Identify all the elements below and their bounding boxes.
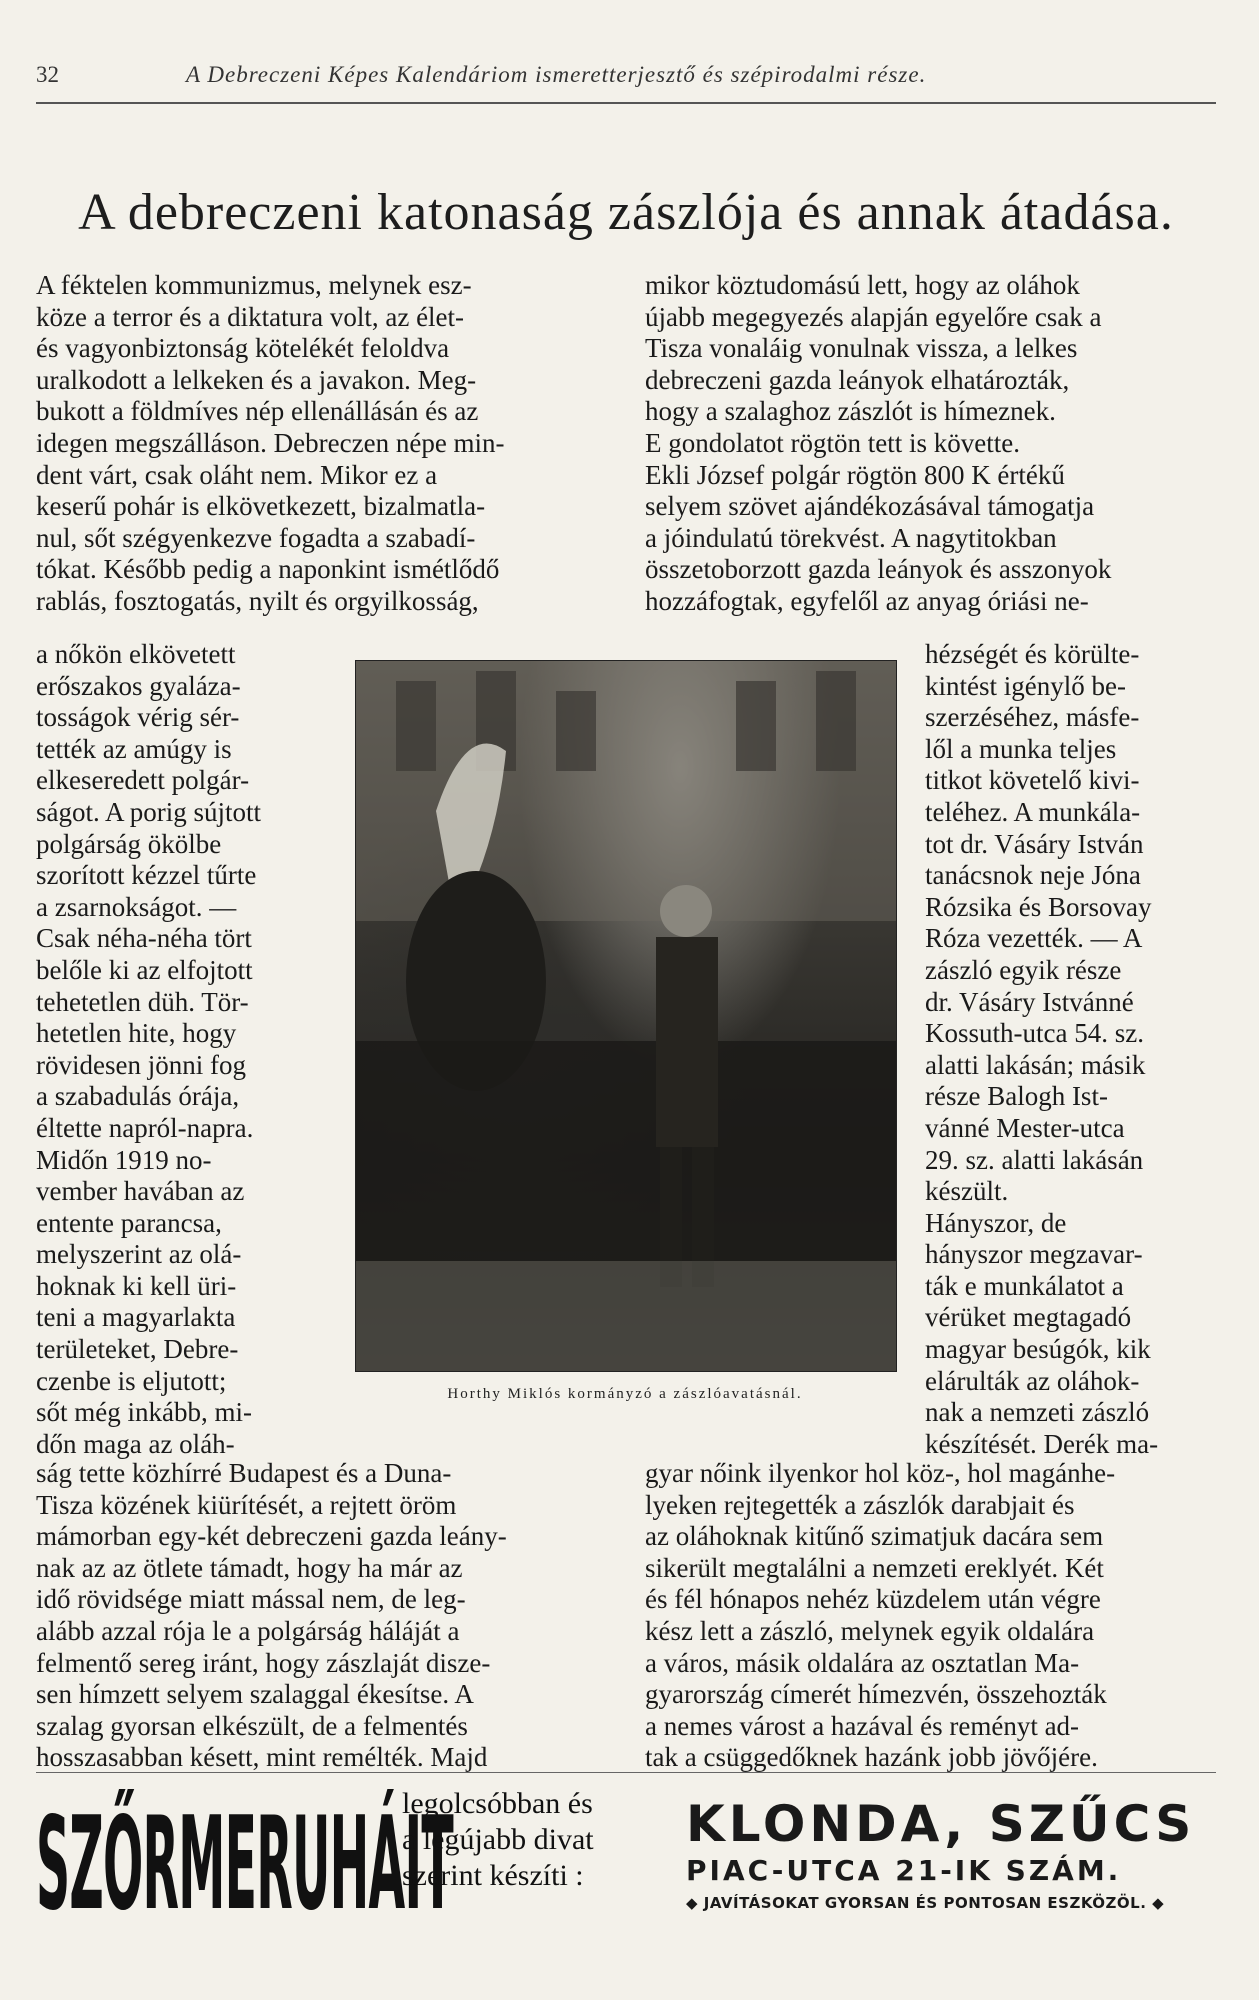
text-line: éltette napról-napra.: [36, 1112, 254, 1143]
text-line: Hányszor, de: [925, 1207, 1067, 1238]
text-line: elárulták az oláhok-: [925, 1365, 1140, 1396]
text-line: Midőn 1919 no-: [36, 1144, 212, 1175]
advert-middle-text: [402, 1786, 682, 1894]
left-column-top: [36, 270, 616, 618]
text-line: a város, másik oldalára az osztatlan Ma-: [645, 1647, 1080, 1678]
text-line: vérüket megtagadó: [925, 1302, 1132, 1333]
text-line: köze a terror és a diktatura volt, az élet-: [36, 301, 465, 332]
text-line: vánné Mester-utca: [925, 1112, 1125, 1143]
text-line: melyszerint az olá-: [36, 1239, 242, 1270]
text-line: hozzáfogtak, egyfelől az anyag óriási ne-: [645, 585, 1089, 616]
text-line: hogy a szalaghoz zászlót is hímeznek.: [645, 396, 1056, 427]
text-line: E gondolatot rögtön tett is követte.: [645, 427, 1020, 458]
text-line: debreczeni gazda leányok elhatározták,: [645, 364, 1070, 395]
text-line: készítését. Derék ma-: [925, 1428, 1159, 1459]
text-line: dr. Vásáry Istvánné: [925, 986, 1134, 1017]
text-line: a nőkön elkövetett: [36, 639, 236, 669]
text-line: A féktelen kommunizmus, melynek esz-: [36, 270, 472, 300]
header-rule: [36, 102, 1216, 104]
text-line: belőle ki az elfojtott: [36, 954, 253, 985]
text-line: része Balogh Ist-: [925, 1081, 1108, 1112]
advert-middle-line: legolcsóbban és: [402, 1787, 593, 1820]
text-line: szerzéséhez, másfe-: [925, 702, 1140, 733]
text-line: lyeken rejtegették a zászlók darabjait és: [645, 1489, 1075, 1520]
text-line: sikerült megtalálni a nemzeti ereklyét. Két: [645, 1552, 1104, 1583]
text-line: tehetetlen düh. Tör-: [36, 986, 249, 1017]
text-line: felmentő sereg iránt, hogy zászlaját disze-: [36, 1647, 491, 1678]
text-line: mámorban egy-két debreczeni gazda leány-: [36, 1521, 507, 1552]
text-line: az oláhoknak kitűnő szimatjuk dacára sem: [645, 1521, 1104, 1552]
text-line: és fél hónapos nehéz küzdelem után végre: [645, 1584, 1101, 1615]
text-line: kész lett a zászló, melynek egyik oldalára: [645, 1615, 1095, 1646]
advert-middle-line: a legújabb divat: [402, 1823, 594, 1856]
text-line: a jóindulatú törekvést. A nagytitokban: [645, 522, 1057, 553]
text-line: Kossuth-utca 54. sz.: [925, 1018, 1144, 1049]
running-title: A Debreczeni Képes Kalendáriom ismeretterjesztő és szépirodalmi része.: [186, 62, 927, 87]
left-column-narrow: [36, 639, 348, 1460]
advert-repairs: ◆ JAVÍTÁSOKAT GYORSAN ÉS PONTOSAN ESZKÖZÖL. ◆: [686, 1894, 1165, 1912]
text-line: tanácsnok neje Jóna: [925, 860, 1141, 891]
text-line: a szabadulás órája,: [36, 1081, 240, 1112]
text-line: gyar nőink ilyenkor hol köz-, hol magánhe-: [645, 1458, 1116, 1488]
text-line: teni a magyarlakta: [36, 1302, 236, 1333]
left-column-bottom: [36, 1458, 616, 1774]
text-line: selyem szövet ajándékozásával támogatja: [645, 491, 1095, 522]
text-line: hézségét és körülte-: [925, 639, 1140, 669]
text-line: újabb megegyezés alapján egyelőre csak a: [645, 301, 1102, 332]
text-line: alatti lakásán; másik: [925, 1049, 1146, 1080]
text-line: sőt még inkább, mi-: [36, 1397, 252, 1428]
text-line: tókat. Később pedig a naponkint ismétlődő: [36, 554, 500, 585]
advert-rule: [36, 1772, 1216, 1773]
text-line: Ekli József polgár rögtön 800 K értékű: [645, 459, 1065, 490]
text-line: 29. sz. alatti lakásán: [925, 1144, 1144, 1175]
text-line: entente parancsa,: [36, 1207, 222, 1238]
advert-middle-line: szerint készíti :: [402, 1859, 584, 1892]
photo-illustration: [356, 661, 896, 1371]
right-column-top: [645, 270, 1223, 618]
text-line: a nemes várost a hazával és reményt ad-: [645, 1710, 1080, 1741]
text-line: rablás, fosztogatás, nyilt és orgyilkosság,: [36, 585, 479, 616]
text-line: keserű pohár is elkövetkezett, bizalmatla-: [36, 491, 486, 522]
text-line: nak a nemzeti zászló: [925, 1397, 1150, 1428]
text-line: bukott a földmíves nép ellenállásán és az: [36, 396, 479, 427]
text-line: zászló egyik része: [925, 954, 1122, 985]
text-line: összetoborzott gazda leányok és asszonyok: [645, 554, 1112, 585]
advertisement: [36, 1778, 1236, 1968]
text-line: sen hímzett selyem szalaggal ékesítse. A: [36, 1679, 474, 1710]
page-number: 32: [36, 62, 59, 87]
text-line: hányszor megzavar-: [925, 1239, 1143, 1270]
advert-address: PIAC-UTCA 21-IK SZÁM.: [686, 1854, 1122, 1887]
text-line: Csak néha-néha tört: [36, 923, 252, 954]
text-line: nul, sőt szégyenkezve fogadta a szabadí-: [36, 522, 476, 553]
text-line: tették az amúgy is: [36, 733, 232, 764]
text-line: készült.: [925, 1176, 1009, 1207]
text-line: területeket, Debre-: [36, 1334, 239, 1365]
text-line: mikor köztudomású lett, hogy az oláhok: [645, 270, 1080, 300]
text-line: ság tette közhírré Budapest és a Duna-: [36, 1458, 452, 1488]
text-line: idegen megszálláson. Debreczen népe min-: [36, 427, 505, 458]
text-line: titkot követelő kivi-: [925, 765, 1140, 796]
text-line: gyarország címerét hímezvén, összehozták: [645, 1679, 1107, 1710]
text-line: hosszasabban késett, mint remélték. Majd: [36, 1742, 488, 1773]
advert-company-block: [686, 1796, 1246, 1916]
text-line: Róza vezették. — A: [925, 923, 1143, 954]
text-line: magyar besúgók, kik: [925, 1334, 1151, 1365]
advert-company-name: KLONDA, SZŰCS: [686, 1795, 1196, 1853]
text-line: Rózsika és Borsovay: [925, 891, 1152, 922]
text-line: szalag gyorsan elkészült, de a felmentés: [36, 1710, 468, 1741]
text-line: dent várt, csak oláht nem. Mikor ez a: [36, 459, 438, 490]
text-line: erőszakos gyaláza-: [36, 670, 241, 701]
text-line: dőn maga az oláh-: [36, 1428, 235, 1459]
text-line: hoknak ki kell üri-: [36, 1270, 237, 1301]
text-line: hetetlen hite, hogy: [36, 1018, 237, 1049]
article-photo: [355, 660, 897, 1372]
text-line: lől a munka teljes: [925, 733, 1117, 764]
text-line: tak a csüggedőknek hazánk jobb jövőjére.: [645, 1742, 1098, 1773]
right-column-bottom: [645, 1458, 1223, 1774]
photo-caption: Horthy Miklós kormányzó a zászlóavatásnál.: [447, 1386, 803, 1402]
text-line: ták e munkálatot a: [925, 1270, 1124, 1301]
text-line: rövidesen jönni fog: [36, 1049, 246, 1080]
text-line: kintést igénylő be-: [925, 670, 1126, 701]
text-line: idő rövidsége miatt mással nem, de leg-: [36, 1584, 466, 1615]
text-line: polgárság ökölbe: [36, 828, 222, 859]
text-line: vember havában az: [36, 1176, 245, 1207]
right-column-narrow: [925, 639, 1223, 1460]
text-line: tot dr. Vásáry István: [925, 828, 1144, 859]
text-line: szorított kézzel tűrte: [36, 860, 257, 891]
text-line: Tisza közének kiürítését, a rejtett öröm: [36, 1489, 457, 1520]
text-line: czenbe is eljutott;: [36, 1365, 227, 1396]
article-title: A debreczeni katonaság zászlója és annak átadása.: [78, 184, 1174, 241]
text-line: és vagyonbiztonság kötelékét feloldva: [36, 333, 450, 364]
running-header: [36, 62, 1216, 102]
advert-headline: SZŐRMERUHÁIT: [36, 1790, 453, 1939]
text-line: elkeseredett polgár-: [36, 765, 250, 796]
text-line: a zsarnokságot. —: [36, 891, 237, 922]
text-line: nak az az ötlete támadt, hogy ha már az: [36, 1552, 463, 1583]
text-line: Tisza vonaláig vonulnak vissza, a lelkes: [645, 333, 1078, 364]
text-line: uralkodott a lelkeken és a javakon. Meg-: [36, 364, 477, 395]
text-line: teléhez. A munkála-: [925, 796, 1141, 827]
text-line: alább azzal rója le a polgárság háláját a: [36, 1615, 460, 1646]
text-line: tosságok vérig sér-: [36, 702, 240, 733]
text-line: ságot. A porig sújtott: [36, 796, 262, 827]
